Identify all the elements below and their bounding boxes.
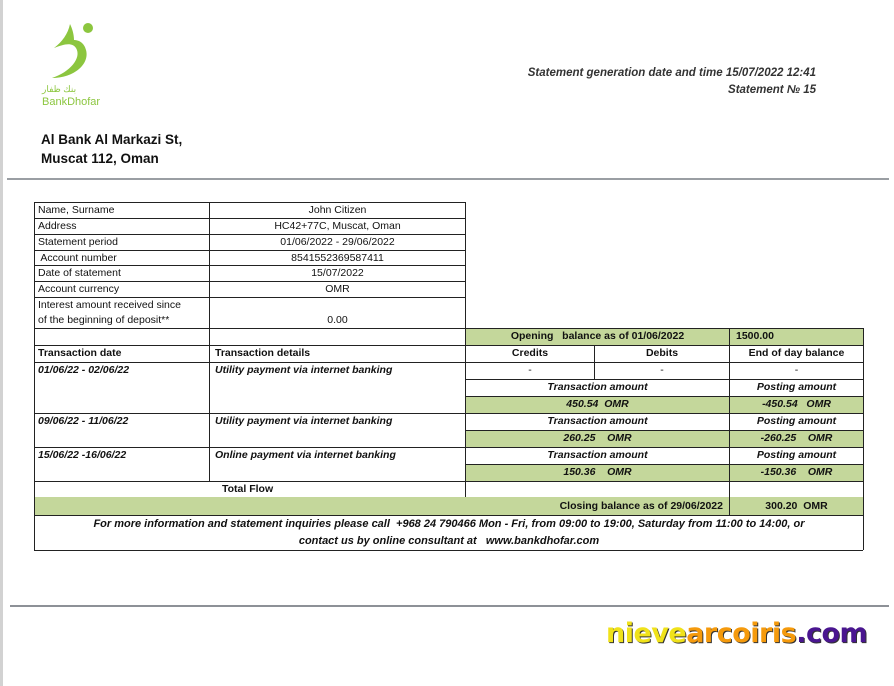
label-currency: Account currency	[38, 282, 120, 295]
closing-balance-value: 300.20 OMR	[765, 499, 828, 512]
tx2-amount: 260.25 OMR	[466, 430, 729, 447]
opening-balance-label: Opening balance as of 01/06/2022	[466, 328, 729, 345]
tx3-posting: -150.36 OMR	[730, 464, 863, 481]
tx2-posting-label: Posting amount	[756, 415, 837, 427]
value-account-number: 8541552369587411	[291, 251, 384, 264]
tx1-amount-label: Transaction amount	[547, 381, 648, 393]
tx2-date: 09/06/22 - 11/06/22	[38, 415, 129, 427]
tx3-amount-label: Transaction amount	[547, 449, 648, 461]
tx1-posting-label: Posting amount	[756, 381, 837, 393]
contact-info	[34, 516, 864, 550]
tx3-posting-label: Posting amount	[756, 449, 837, 461]
bank-address-line2: Muscat 112, Oman	[41, 151, 159, 166]
label-period: Statement period	[38, 235, 118, 248]
contact-info-line1: For more information and statement inquiries please call +968 24 790466 Mon - Fri, from 09:00 to 19:00, Saturday from 11:00 to 14:00, or	[93, 518, 805, 530]
tx1-details: Utility payment via internet banking	[215, 364, 393, 376]
contact-info-line2: contact us by online consultant at www.bankdhofar.com	[298, 535, 600, 547]
tx1-date: 01/06/22 - 02/06/22	[38, 364, 130, 376]
value-name: John Citizen	[308, 203, 367, 216]
col-transaction-date: Transaction date	[38, 347, 122, 359]
label-name: Name, Surname	[38, 203, 115, 216]
closing-balance-label: Closing balance as of 29/06/2022	[559, 499, 723, 512]
tx3-amount: 150.36 OMR	[466, 464, 729, 481]
label-address: Address	[38, 219, 77, 232]
statement-generation-datetime: Statement generation date and time 15/07/2022 12:41	[527, 67, 816, 79]
tx2-details: Utility payment via internet banking	[215, 415, 393, 427]
watermark-part3: .com	[796, 618, 868, 649]
col-debits: Debits	[645, 347, 679, 359]
col-end-of-day-balance: End of day balance	[748, 347, 845, 359]
footer-divider	[10, 605, 889, 607]
bank-address	[41, 130, 182, 168]
page-left-edge	[0, 0, 3, 686]
total-flow-label: Total Flow	[222, 482, 274, 495]
col-transaction-details: Transaction details	[215, 347, 311, 359]
value-interest: 0.00	[327, 313, 348, 326]
tx1-eod: -	[794, 364, 799, 376]
value-period: 01/06/2022 - 29/06/2022	[280, 235, 395, 248]
watermark-part2: arcoiris	[686, 618, 797, 649]
col-credits: Credits	[511, 347, 549, 359]
logo-arabic-text: بنك ظفار	[42, 84, 77, 94]
bank-address-line1: Al Bank Al Markazi St,	[41, 132, 183, 147]
value-address: HC42+77C, Muscat, Oman	[274, 219, 401, 232]
tx3-date: 15/06/22 -16/06/22	[38, 449, 127, 461]
watermark	[606, 618, 867, 649]
tx1-posting: -450.54 OMR	[730, 396, 863, 413]
watermark-part1: nieve	[606, 618, 687, 649]
statement-meta	[528, 65, 816, 99]
tx2-posting: -260.25 OMR	[730, 430, 863, 447]
header-divider	[7, 178, 889, 180]
value-date-of-statement: 15/07/2022	[311, 266, 364, 279]
label-interest-1: Interest amount received since	[38, 298, 181, 311]
statement-number: Statement № 15	[728, 84, 816, 96]
label-interest-2: of the beginning of deposit**	[38, 313, 170, 326]
tx1-debits: -	[660, 364, 664, 376]
logo-text: BankDhofar	[42, 96, 101, 108]
label-date-of-statement: Date of statement	[38, 266, 121, 279]
tx3-details: Online payment via internet banking	[215, 449, 396, 461]
value-currency: OMR	[325, 282, 350, 295]
tx1-credits: -	[528, 364, 532, 376]
tx1-amount: 450.54 OMR	[466, 396, 729, 413]
opening-balance-value: 1500.00	[730, 328, 863, 345]
label-account-number: Account number	[38, 251, 117, 264]
tx2-amount-label: Transaction amount	[547, 415, 648, 427]
